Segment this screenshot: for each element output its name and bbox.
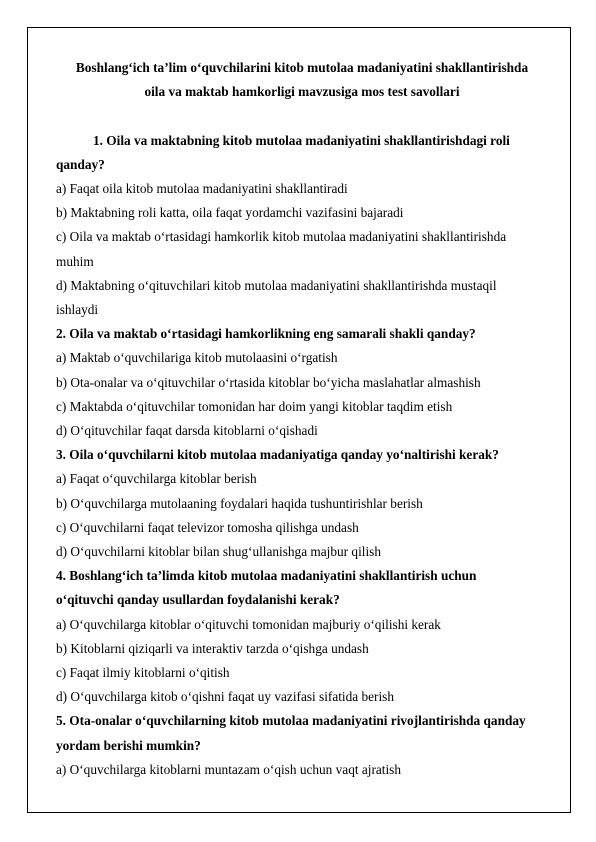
question-1-option-d-cont: ishlaydi (56, 302, 99, 318)
question-3-option-c: c) O‘quvchilarni faqat televizor tomosha qilishga undash (56, 519, 359, 535)
question-2-option-d: d) O‘qituvchilar faqat darsda kitoblarni o‘qishadi (56, 423, 318, 439)
question-1-option-d: d) Maktabning o‘qituvchilari kitob mutolaa madaniyatini shakllantirishda mustaqil (56, 277, 497, 293)
question-4-option-b: b) Kitoblarni qiziqarli va interaktiv tarzda o‘qishga undash (56, 640, 369, 656)
question-2-option-a: a) Maktab o‘quvchilariga kitob mutolaasini o‘rgatish (56, 350, 338, 366)
question-4-option-d: d) O‘quvchilarga kitob o‘qishni faqat uy vazifasi sifatida berish (56, 689, 394, 705)
question-5-text: 5. Ota-onalar o‘quvchilarning kitob mutolaa madaniyatini rivojlantirishda qanday (56, 713, 526, 729)
question-1-text-cont: qanday? (56, 156, 105, 172)
question-2-option-b: b) Ota-onalar va o‘qituvchilar o‘rtasida kitoblar bo‘yicha maslahatlar almashish (56, 374, 481, 390)
question-3-option-a: a) Faqat o‘quvchilarga kitoblar berish (56, 471, 257, 487)
question-1-option-a: a) Faqat oila kitob mutolaa madaniyatini shakllantiradi (56, 181, 348, 196)
blank-line (56, 104, 548, 128)
question-3-text: 3. Oila o‘quvchilarni kitob mutolaa madaniyatiga qanday yo‘naltirishi kerak? (56, 447, 499, 463)
question-1-text: 1. Oila va maktabning kitob mutolaa madaniyatini shakllantirishdagi roli (93, 132, 510, 148)
question-4-text-cont: o‘qituvchi qanday usullardan foydalanishi kerak? (56, 592, 340, 608)
question-3-option-d: d) O‘quvchilarni kitoblar bilan shug‘ullanishga majbur qilish (56, 544, 381, 560)
document-title-line-1: Boshlang‘ich ta’lim o‘quvchilarini kitob mutolaa madaniyatini shakllantirishda (75, 60, 529, 75)
question-4-option-c: c) Faqat ilmiy kitoblarni o‘qitish (56, 665, 230, 681)
question-3-option-b: b) O‘quvchilarga mutolaaning foydalari haqida tushuntirishlar berish (56, 495, 423, 511)
question-4-text: 4. Boshlang‘ich ta’limda kitob mutolaa madaniyatini shakllantirish uchun (56, 568, 477, 584)
question-5-option-a: a) O‘quvchilarga kitoblarni muntazam o‘qish uchun vaqt ajratish (56, 761, 402, 777)
document-title-line-2: oila va maktab hamkorligi mavzusiga mos test savollari (144, 84, 460, 100)
document-content (56, 56, 548, 782)
question-2-text: 2. Oila va maktab o‘rtasidagi hamkorlikning eng samarali shakli qanday? (56, 326, 476, 342)
question-5-text-cont: yordam berishi mumkin? (56, 737, 201, 753)
question-2-option-c: c) Maktabda o‘qituvchilar tomonidan har doim yangi kitoblar taqdim etish (56, 398, 453, 414)
question-1-option-c: c) Oila va maktab o‘rtasidagi hamkorlik kitob mutolaa madaniyatini shakllantirishda (56, 229, 507, 245)
question-1-option-c-cont: muhim (56, 253, 94, 269)
question-4-option-a: a) O‘quvchilarga kitoblar o‘qituvchi tomonidan majburiy o‘qilishi kerak (56, 616, 441, 632)
question-1-option-b: b) Maktabning roli katta, oila faqat yordamchi vazifasini bajaradi (56, 205, 404, 221)
